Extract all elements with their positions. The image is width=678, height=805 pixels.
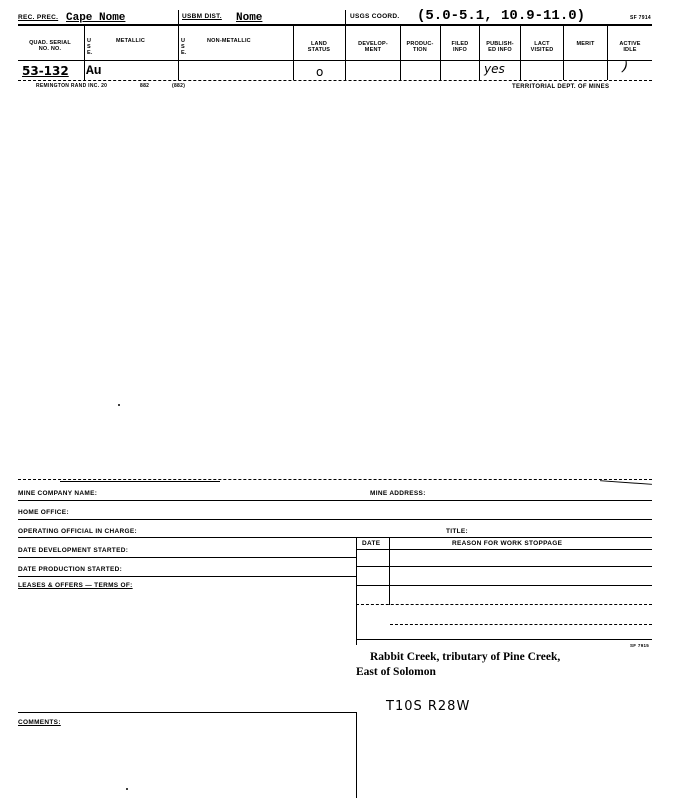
col-last-visited-label: LACT VISITED	[530, 41, 554, 53]
lower-rule-top	[18, 479, 652, 480]
col-land-label: LAND STATUS	[307, 41, 331, 53]
col-active-label: ACTIVE IDLE	[619, 41, 641, 53]
form-code-top: SF 7914	[630, 15, 652, 21]
top-rule-2	[18, 60, 652, 61]
stray-mark	[118, 404, 120, 406]
location-line-1: Rabbit Creek, tributary of Pine Creek,	[370, 651, 561, 663]
rec-prec-label: REC. PREC.	[18, 14, 59, 21]
rule-home-office	[18, 519, 652, 520]
rule-date-prod	[18, 576, 356, 577]
lower-rule-top-right	[600, 480, 652, 485]
rule-date-dev	[18, 557, 356, 558]
printer-code-2: (882)	[172, 83, 186, 89]
top-rule-1	[18, 24, 652, 26]
top-rule-3	[18, 80, 652, 81]
usbm-dist-value: Nome	[236, 12, 263, 24]
col-nonmetallic-label: NON-METALLIC	[207, 38, 251, 44]
rule-comments	[18, 712, 356, 713]
col-use-nonmetallic: U S E.	[181, 38, 187, 56]
home-office-label: HOME OFFICE:	[18, 509, 69, 516]
col-published-label: PUBLISH- ED INFO	[486, 41, 514, 53]
published-info-value: yes	[484, 62, 505, 76]
date-col-label: DATE	[362, 540, 381, 547]
stoppage-left-border	[356, 537, 357, 645]
operating-official-label: OPERATING OFFICIAL IN CHARGE:	[18, 528, 137, 535]
date-production-label: DATE PRODUCTION STARTED:	[18, 566, 123, 573]
active-idle-mark: )	[619, 58, 631, 76]
mine-company-label: MINE COMPANY NAME:	[18, 490, 98, 497]
rule-company	[18, 500, 652, 501]
stray-mark	[126, 788, 128, 790]
mine-address-label: MINE ADDRESS:	[370, 490, 426, 497]
col-divider	[84, 25, 85, 80]
form-code-lower: SF 7915	[630, 643, 650, 648]
rule-stoppage-4	[390, 624, 652, 625]
township-range-note: T10S R28W	[386, 699, 471, 714]
rule-official	[18, 537, 652, 538]
usgs-coord-value: (5.0-5.1, 10.9-11.0)	[417, 8, 586, 24]
col-use-metallic: U S E.	[87, 38, 93, 56]
usbm-dist-label: USBM DIST.	[182, 13, 222, 20]
title-label: TITLE:	[446, 528, 469, 535]
col-divider	[563, 25, 564, 80]
reason-col-label: REASON FOR WORK STOPPAGE	[452, 540, 563, 547]
date-development-label: DATE DEVELOPMENT STARTED:	[18, 547, 129, 554]
col-merit-label: MERIT	[576, 41, 595, 47]
col-divider	[293, 25, 294, 80]
col-quad-label: QUAD. SERIAL NO. NO.	[29, 40, 71, 52]
col-develop-label: DEVELOP- MENT	[358, 41, 388, 53]
rule-stoppage-2	[356, 585, 652, 586]
comments-label: COMMENTS:	[18, 719, 61, 726]
land-status-value: o	[316, 65, 324, 79]
dept-label: TERRITORIAL DEPT. OF MINES	[512, 84, 610, 90]
col-production-label: PRODUC- TION	[406, 41, 434, 53]
rule-stoppage-3	[356, 604, 652, 605]
rule-stoppage-head	[356, 549, 652, 550]
stoppage-date-divider	[389, 537, 390, 605]
col-divider	[345, 10, 346, 80]
quad-serial-value: 53-132	[22, 64, 69, 78]
rec-prec-value: Cape Nome	[66, 12, 126, 24]
metallic-value: Au	[86, 63, 102, 78]
col-filed-label: FILED INFO	[451, 41, 469, 53]
usgs-coord-label: USGS COORD.	[350, 13, 400, 20]
rule-stoppage-1	[356, 566, 652, 567]
rule-stoppage-5	[356, 639, 652, 640]
comments-right-border	[356, 712, 357, 798]
location-line-2: East of Solomon	[356, 666, 436, 678]
col-divider	[178, 10, 179, 80]
printer-code: 882	[140, 83, 150, 89]
lower-rule-top-partial	[60, 481, 220, 482]
leases-label: LEASES & OFFERS — TERMS OF:	[18, 582, 133, 589]
printer-label: REMINGTON RAND INC. 20	[36, 83, 108, 89]
col-metallic-label: METALLIC	[116, 38, 145, 44]
